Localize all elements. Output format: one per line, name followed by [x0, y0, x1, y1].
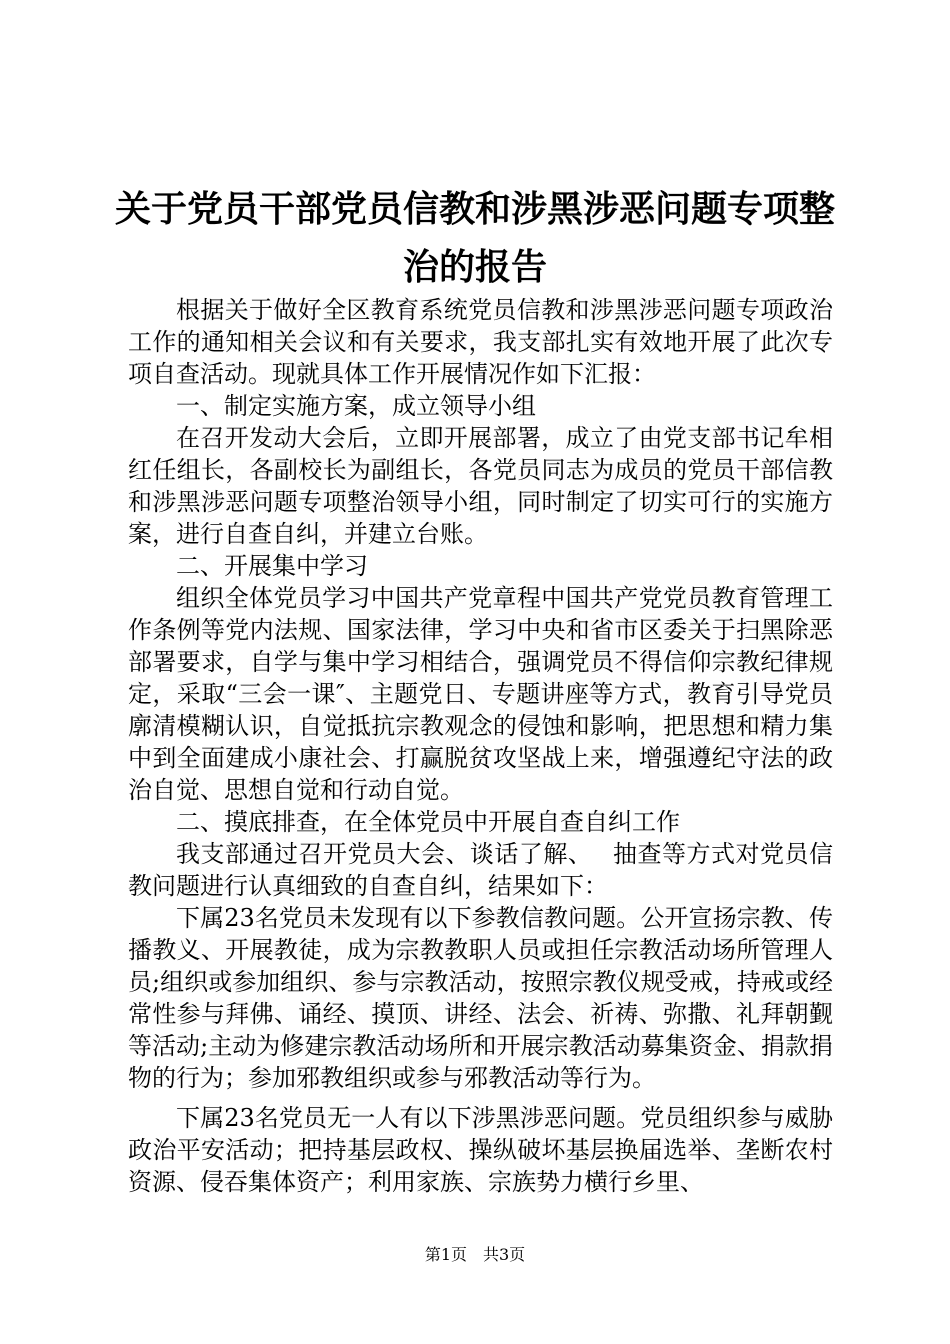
paragraph-study: 组织全体党员学习中国共产党章程中国共产党党员教育管理工作条例等党内法规、国家法律，学习中央和省市区委关于扫黑除恶部署要求，自学与集中学习相结合，强调党员不得信仰宗教纪律规定，采取“三会一课″、主题党日、专题讲座等方式，教育引导党员廓清模糊认识，自觉抵抗宗教观念的侵蚀和影响，把思想和精力集中到全面建成小康社会、打赢脱贫攻坚战上来，增强遵纪守法的政治自觉、思想自觉和行动自觉。 [128, 584, 833, 804]
paragraph-gang-result: 下属23名党员无一人有以下涉黑涉恶问题。党员组织参与威胁政治平安活动；把持基层政权、操纵破坏基层换届选举、垄断农村资源、侵吞集体资产；利用家族、宗族势力横行乡里、 [128, 1104, 833, 1196]
paragraph-religion-result: 下属23名党员未发现有以下参教信教问题。公开宣扬宗教、传播教义、开展教徒，成为宗教教职人员或担任宗教活动场所管理人员;组织或参加组织、参与宗教活动，按照宗教仪规受戒，持戒或经常性参与拜佛、诵经、摸顶、讲经、法会、祈祷、弥撒、礼拜朝觐等活动;主动为修建宗教活动场所和开展宗教活动募集资金、捐款捐物的行为；参加邪教组织或参与邪教活动等行为。 [128, 904, 833, 1092]
section-heading-1: 一、制定实施方案，成立领导小组 [176, 392, 536, 420]
document-title-line-2: 治的报告 [402, 247, 547, 288]
paragraph-leadership: 在召开发动大会后，立即开展部署，成立了由党支部书记牟相红任组长，各副校长为副组长，各党员同志为成员的党员干部信教和涉黑涉恶问题专项整治领导小组，同时制定了切实可行的实施方案，进行自查自纠，并建立台账。 [128, 424, 833, 548]
paragraph-gap [128, 1094, 833, 1102]
paragraph-intro: 根据关于做好全区教育系统党员信教和涉黑涉恶问题专项政治工作的通知相关会议和有关要求，我支部扎实有效地开展了此次专项自查活动。现就具体工作开展情况作如下汇报： [128, 296, 833, 388]
section-heading-3: 二、摸底排查，在全体党员中开展自查自纠工作 [176, 808, 680, 836]
document-title-line-1: 关于党员干部党员信教和涉黑涉恶问题专项整 [114, 189, 835, 230]
paragraph-selfcheck: 我支部通过召开党员大会、谈话了解、 抽查等方式对党员信教问题进行认真细致的自查自纠，结果如下： [128, 840, 833, 900]
section-heading-2: 二、开展集中学习 [176, 552, 368, 580]
document-body [128, 294, 833, 1198]
page-footer: 第1页 共3页 [424, 1245, 526, 1264]
